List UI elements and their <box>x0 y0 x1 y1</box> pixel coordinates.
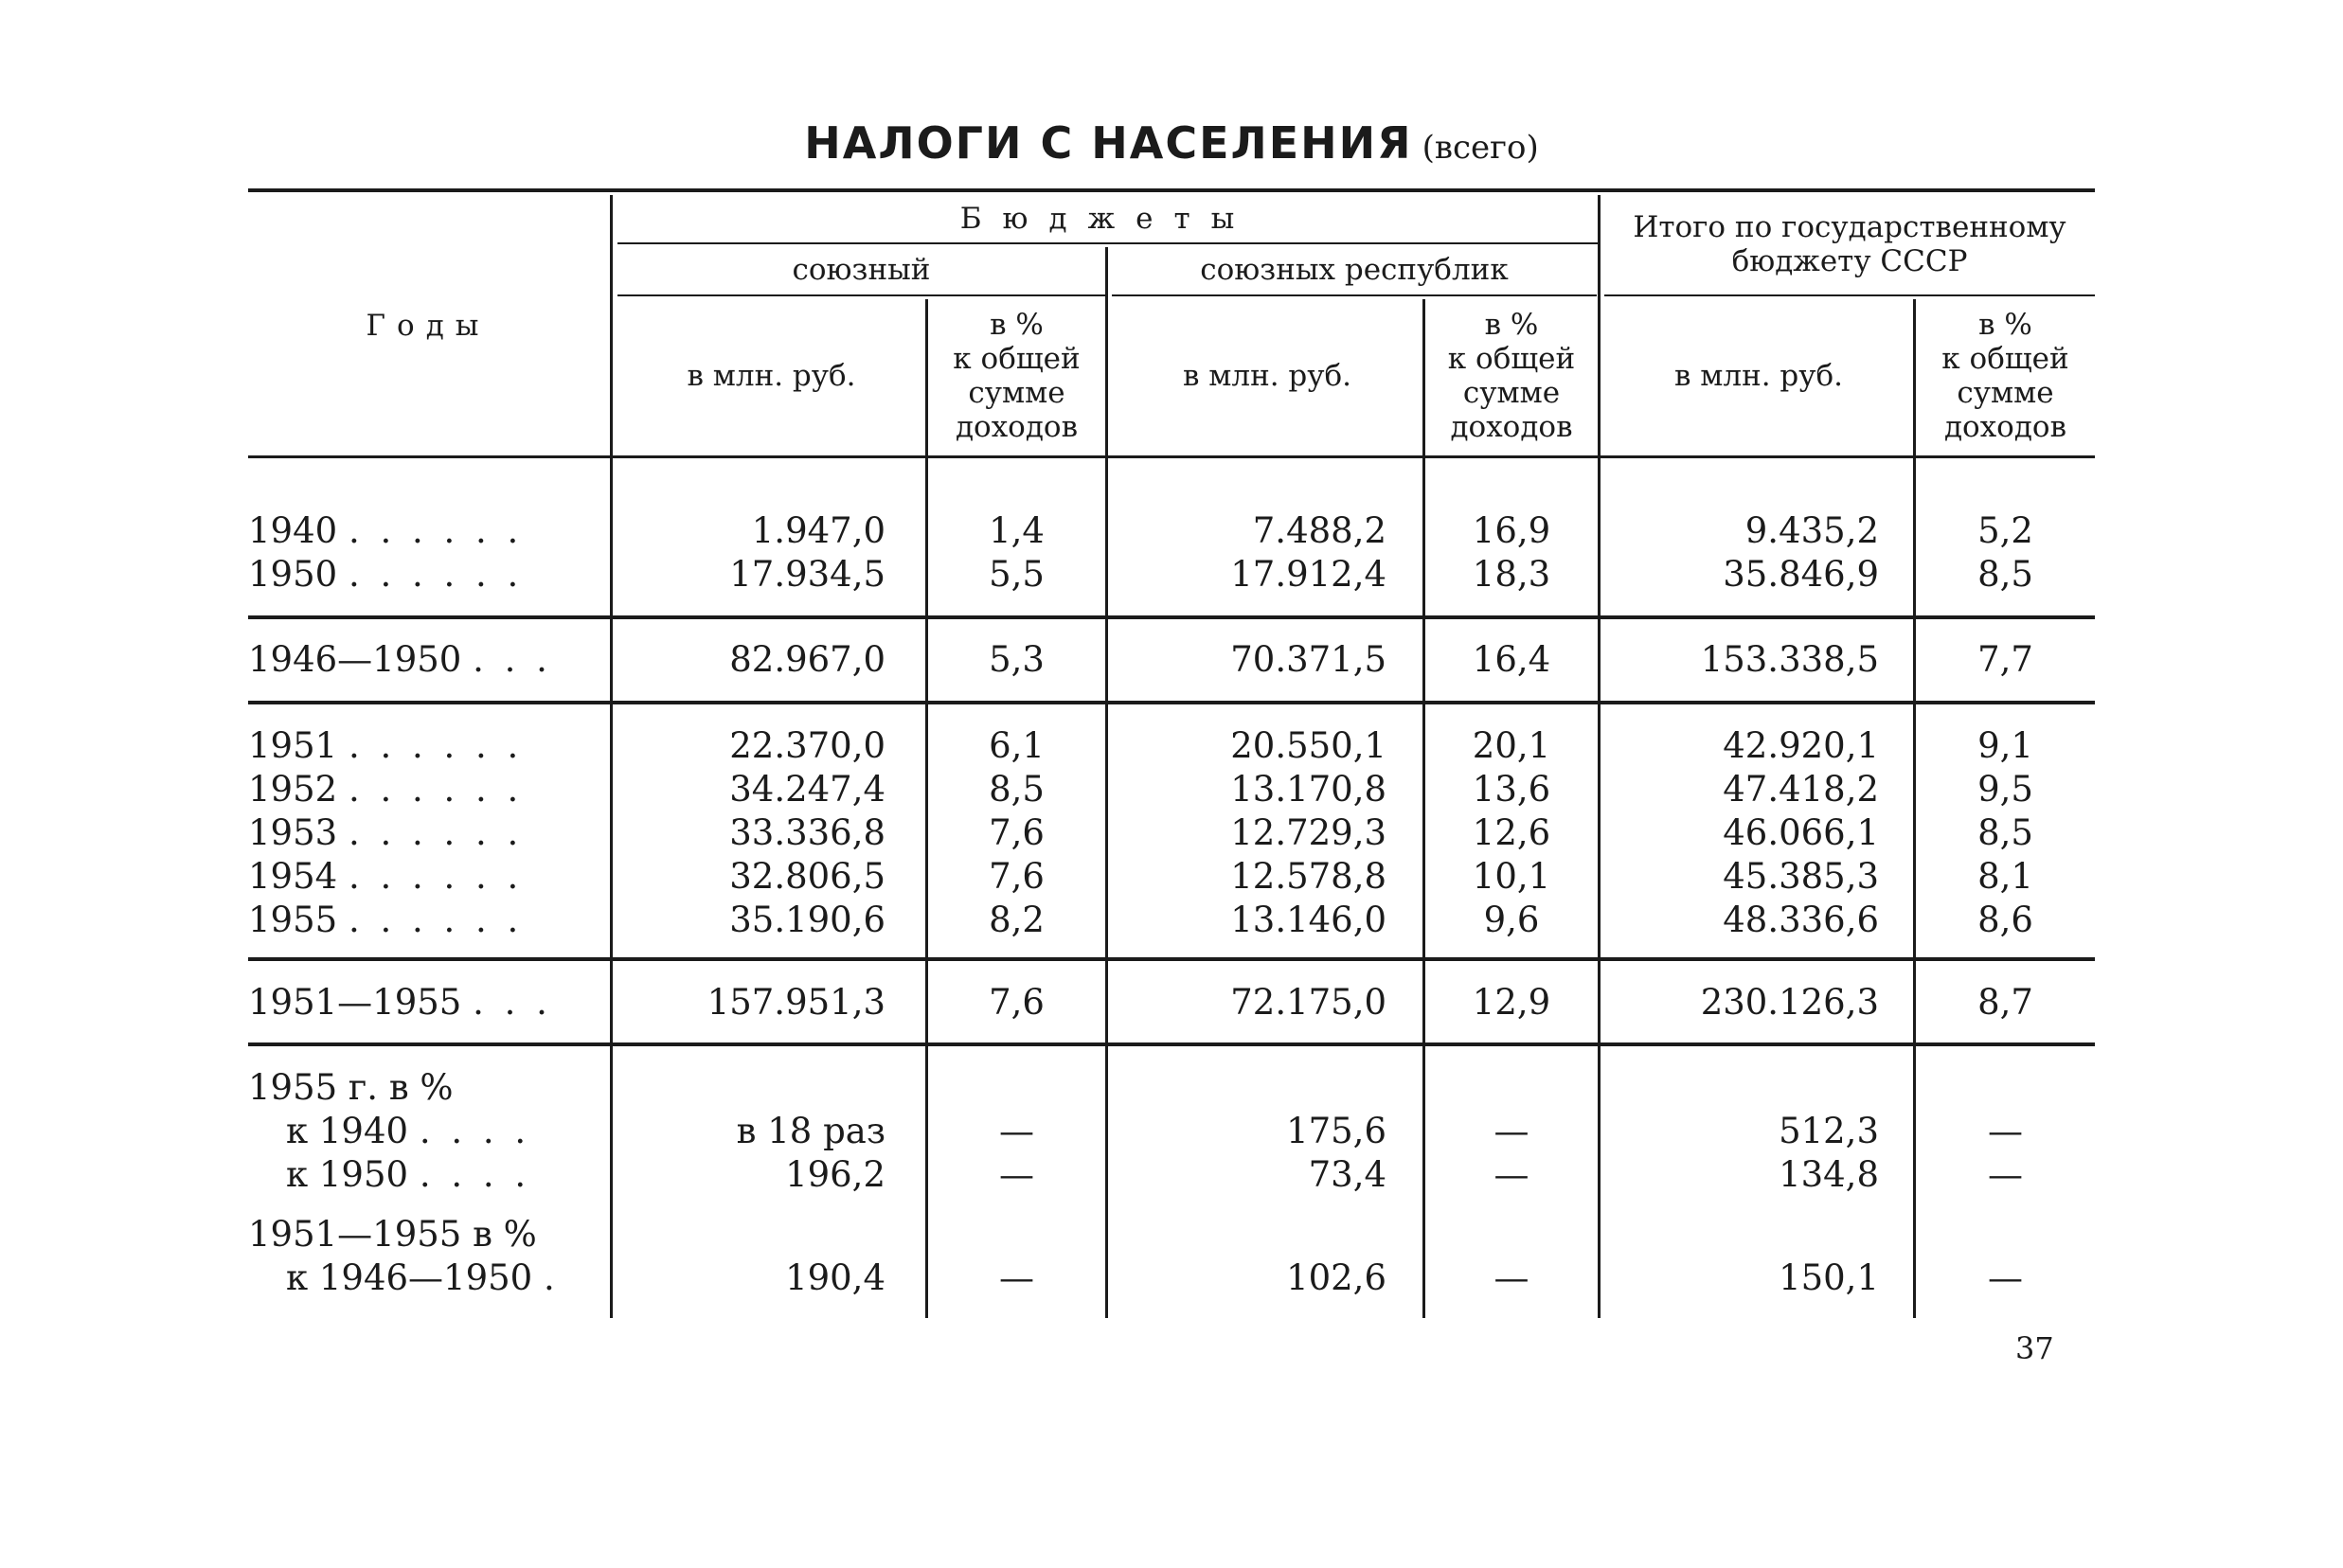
total-percent: 8,1 <box>1977 856 2033 897</box>
union-amount: в 18 раз <box>736 1111 885 1151</box>
budgets-header-label: Бюджеты <box>959 202 1256 236</box>
table-row <box>248 1153 2095 1197</box>
total-amount: 47.418,2 <box>1723 769 1879 810</box>
union-header: союзный <box>792 252 931 287</box>
total-amount: 134,8 <box>1779 1154 1879 1195</box>
republics-amount-header: в млн. руб. <box>1182 358 1352 393</box>
union-percent: 7,6 <box>989 982 1045 1023</box>
republics-percent: 9,6 <box>1483 900 1540 940</box>
total-percent: — <box>1988 1154 2023 1195</box>
union-percent: 5,5 <box>989 554 1045 595</box>
total-percent: 8,5 <box>1977 554 2033 595</box>
republics-amount: 12.729,3 <box>1230 812 1386 853</box>
total-percent: 8,5 <box>1977 812 2033 853</box>
union-percent: 1,4 <box>989 510 1045 551</box>
union-amount: 1.947,0 <box>751 510 885 551</box>
republics-amount: 20.550,1 <box>1230 725 1386 766</box>
republics-amount: 175,6 <box>1286 1111 1386 1151</box>
total-amount: 48.336,6 <box>1723 900 1879 940</box>
total-amount: 42.920,1 <box>1723 725 1879 766</box>
row-label: 1955 г. в % <box>248 1067 454 1108</box>
union-amount: 190,4 <box>785 1257 885 1298</box>
republics-amount: 7.488,2 <box>1252 510 1386 551</box>
row-label: к 1950 . . . . <box>286 1154 531 1195</box>
total-percent: — <box>1988 1257 2023 1298</box>
row-label: 1955 . . . . . . <box>248 900 524 940</box>
union-amount: 17.934,5 <box>729 554 885 595</box>
row-label: 1952 . . . . . . <box>248 769 524 810</box>
union-amount: 34.247,4 <box>729 769 885 810</box>
row-label: 1951—1955 в % <box>248 1214 537 1255</box>
union-percent: 7,6 <box>989 812 1045 853</box>
tax-table <box>248 186 2095 1322</box>
table-row <box>248 899 2095 942</box>
republics-percent: 13,6 <box>1472 769 1551 810</box>
republics-amount: 12.578,8 <box>1230 856 1386 897</box>
total-amount: 46.066,1 <box>1723 812 1879 853</box>
union-percent: 8,2 <box>989 900 1045 940</box>
row-label: к 1940 . . . . <box>286 1111 531 1151</box>
group-rule-3 <box>248 957 2095 961</box>
union-percent: — <box>999 1111 1034 1151</box>
republics-amount: 102,6 <box>1286 1257 1386 1298</box>
header-bottom-rule <box>248 455 2095 458</box>
total-amount: 45.385,3 <box>1723 856 1879 897</box>
total-percent: — <box>1988 1111 2023 1151</box>
republics-header: союзных республик <box>1200 252 1509 287</box>
republics-percent: 18,3 <box>1472 554 1551 595</box>
group-rule-1 <box>248 615 2095 619</box>
republics-percent: 16,4 <box>1472 639 1551 680</box>
union-amount: 35.190,6 <box>729 900 885 940</box>
budgets-header <box>617 195 1598 242</box>
row-label: 1946—1950 . . . <box>248 639 552 680</box>
republics-amount: 72.175,0 <box>1230 982 1386 1023</box>
union-percent: 6,1 <box>989 725 1045 766</box>
table-top-rule <box>248 188 2095 192</box>
group-rule-4 <box>248 1042 2095 1046</box>
row-label: 1950 . . . . . . <box>248 554 524 595</box>
total-percent: 9,1 <box>1977 725 2033 766</box>
table-row <box>248 1213 2095 1256</box>
total-amount: 512,3 <box>1779 1111 1879 1151</box>
title-main: НАЛОГИ С НАСЕЛЕНИЯ <box>804 117 1413 169</box>
total-amount: 230.126,3 <box>1700 982 1879 1023</box>
republics-amount: 70.371,5 <box>1230 639 1386 680</box>
table-row <box>248 553 2095 597</box>
republics-amount: 17.912,4 <box>1230 554 1386 595</box>
republics-percent: — <box>1493 1154 1529 1195</box>
table-row <box>248 509 2095 553</box>
group-rule-2 <box>248 701 2095 704</box>
table-row <box>248 724 2095 768</box>
total-amount: 9.435,2 <box>1744 510 1879 551</box>
total-amount: 35.846,9 <box>1723 554 1879 595</box>
union-percent: 5,3 <box>989 639 1045 680</box>
row-label: 1940 . . . . . . <box>248 510 524 551</box>
union-percent: — <box>999 1154 1034 1195</box>
total-percent: 8,7 <box>1977 982 2033 1023</box>
union-amount: 82.967,0 <box>729 639 885 680</box>
republics-percent-header: в % к общей сумме доходов <box>1447 307 1576 444</box>
row-label: к 1946—1950 . <box>286 1257 560 1298</box>
republics-percent: — <box>1493 1111 1529 1151</box>
table-row <box>248 1066 2095 1110</box>
union-amount-header: в млн. руб. <box>687 358 856 393</box>
republics-rule <box>1112 294 1597 296</box>
total-header: Итого по государственному бюджету СССР <box>1633 210 2066 278</box>
republics-percent: 12,6 <box>1472 812 1551 853</box>
row-label: 1953 . . . . . . <box>248 812 524 853</box>
union-rule <box>617 294 1105 296</box>
republics-percent: 20,1 <box>1472 725 1551 766</box>
total-percent: 8,6 <box>1977 900 2033 940</box>
union-amount: 22.370,0 <box>729 725 885 766</box>
republics-amount: 73,4 <box>1308 1154 1386 1195</box>
row-label: 1951 . . . . . . <box>248 725 524 766</box>
years-header <box>248 195 608 455</box>
republics-percent: 16,9 <box>1472 510 1551 551</box>
republics-percent: — <box>1493 1257 1529 1298</box>
total-amount: 150,1 <box>1779 1257 1879 1298</box>
row-label: 1954 . . . . . . <box>248 856 524 897</box>
republics-percent: 10,1 <box>1472 856 1551 897</box>
title-sub: (всего) <box>1422 129 1539 167</box>
table-row <box>248 981 2095 1025</box>
table-row <box>248 1256 2095 1300</box>
republics-amount: 13.170,8 <box>1230 769 1386 810</box>
union-amount: 33.336,8 <box>729 812 885 853</box>
total-amount-header: в млн. руб. <box>1673 358 1844 393</box>
union-percent: 7,6 <box>989 856 1045 897</box>
total-rule <box>1604 294 2095 296</box>
union-percent: — <box>999 1257 1034 1298</box>
republics-percent: 12,9 <box>1472 982 1551 1023</box>
total-percent: 5,2 <box>1977 510 2033 551</box>
table-row <box>248 768 2095 811</box>
union-percent-header: в % к общей сумме доходов <box>953 307 1081 444</box>
union-percent: 8,5 <box>989 769 1045 810</box>
table-row <box>248 1110 2095 1153</box>
page-title <box>0 117 2343 169</box>
total-percent: 9,5 <box>1977 769 2033 810</box>
republics-amount: 13.146,0 <box>1230 900 1386 940</box>
total-percent: 7,7 <box>1977 639 2033 680</box>
years-header-label: Годы <box>366 308 491 343</box>
table-row <box>248 855 2095 899</box>
union-amount: 32.806,5 <box>729 856 885 897</box>
total-percent-header: в % к общей сумме доходов <box>1941 307 2069 444</box>
row-label: 1951—1955 . . . <box>248 982 552 1023</box>
page-number: 37 <box>2015 1330 2054 1366</box>
table-row <box>248 811 2095 855</box>
union-amount: 157.951,3 <box>706 982 885 1023</box>
union-amount: 196,2 <box>785 1154 885 1195</box>
total-amount: 153.338,5 <box>1700 639 1879 680</box>
table-row <box>248 638 2095 682</box>
